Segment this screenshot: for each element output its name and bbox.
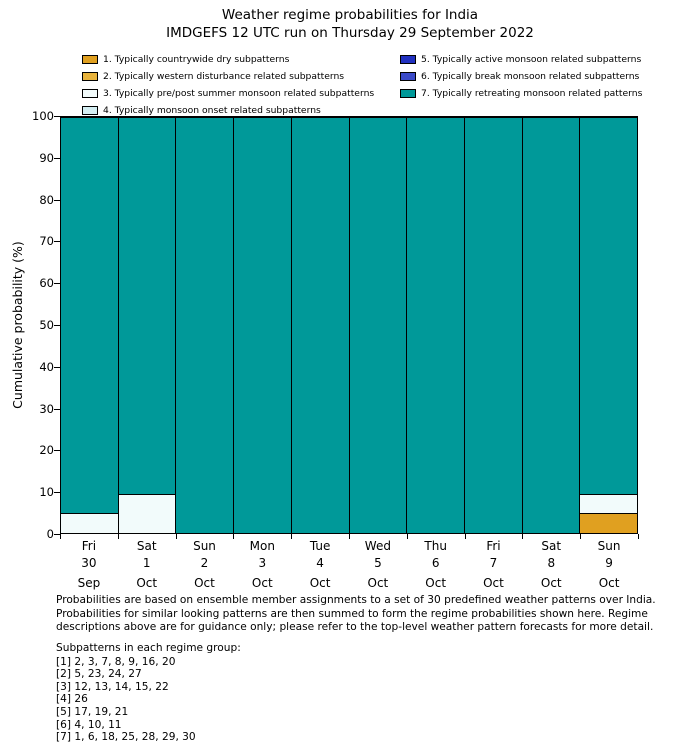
legend-item-label: 4. Typically monsoon onset related subpatterns (103, 104, 321, 116)
legend-item-label: 5. Typically active monsoon related subpatterns (421, 53, 642, 65)
bar-segment (523, 117, 580, 533)
subpattern-line: [1] 2, 3, 7, 8, 9, 16, 20 (56, 655, 176, 668)
legend-swatch-icon (82, 55, 98, 64)
note-line-1: Probabilities are based on ensemble member assignments to a set of 30 predefined weather patterns over India. (56, 594, 656, 606)
chart-title-block (0, 6, 700, 42)
subpattern-line: [6] 4, 10, 11 (56, 718, 122, 731)
legend-column-left (82, 52, 392, 120)
legend-item (82, 52, 392, 66)
legend-item (82, 69, 392, 83)
x-tick-label: Fri 7 Oct (483, 539, 504, 590)
bar-column (350, 117, 408, 533)
bar-segment (580, 494, 637, 514)
bar-segment (465, 117, 522, 533)
legend-column-right (400, 52, 700, 103)
legend-item-label: 7. Typically retreating monsoon related patterns (421, 87, 643, 99)
legend-item (400, 86, 700, 100)
subpattern-line: [4] 26 (56, 693, 88, 706)
legend-swatch-icon (400, 89, 416, 98)
y-tick-label: 60 (39, 276, 54, 291)
subpattern-line: [5] 17, 19, 21 (56, 705, 129, 718)
bar-segment (61, 513, 118, 533)
bar-segment (61, 117, 118, 513)
x-tick-label: Sun 9 Oct (597, 539, 621, 590)
x-tick-label: Fri 30 Sep (77, 539, 101, 590)
x-tick-label: Mon 3 Oct (249, 539, 275, 590)
legend-item-label: 1. Typically countrywide dry subpatterns (103, 53, 290, 65)
page-subtitle: IMDGEFS 12 UTC run on Thursday 29 September 2022 (166, 25, 534, 41)
bar-segment (119, 117, 176, 494)
x-tick-mark (638, 534, 639, 539)
y-tick-label: 40 (39, 359, 54, 374)
x-tick-label: Sat 1 Oct (136, 539, 158, 590)
bar-column (523, 117, 581, 533)
x-tick-label: Sat 8 Oct (540, 539, 562, 590)
bar-column (580, 117, 637, 533)
legend-swatch-icon (82, 72, 98, 81)
legend-swatch-icon (82, 89, 98, 98)
legend-item (400, 69, 700, 83)
subpattern-line: [7] 1, 6, 18, 25, 28, 29, 30 (56, 731, 196, 744)
x-tick-label: Wed 5 Oct (364, 539, 391, 590)
subpatterns-block (56, 642, 656, 744)
chart-legend (82, 52, 652, 116)
legend-item-label: 2. Typically western disturbance related subpatterns (103, 70, 345, 82)
y-tick-label: 80 (39, 192, 54, 207)
y-tick-label: 90 (39, 150, 54, 165)
x-tick-label: Tue 4 Oct (309, 539, 331, 590)
subpatterns-lines (56, 656, 656, 744)
bar-column (292, 117, 350, 533)
subpatterns-heading: Subpatterns in each regime group: (56, 642, 241, 654)
subpattern-line: [2] 5, 23, 24, 27 (56, 668, 142, 681)
y-axis-label: Cumulative probability (%) (10, 241, 25, 409)
bar-segment (580, 117, 637, 494)
bar-column (407, 117, 465, 533)
bar-segment (350, 117, 407, 533)
bar-column (234, 117, 292, 533)
bar-segment (234, 117, 291, 533)
x-axis-labels (60, 538, 638, 592)
y-tick-label: 100 (32, 109, 54, 123)
chart-notes (56, 594, 656, 635)
bar-column (465, 117, 523, 533)
chart-axes (60, 116, 638, 534)
note-line-2: Probabilities for similar looking patterns are then summed to form the regime probabilities shown here. Regime (56, 607, 648, 620)
note-line-3: descriptions above are for guidance only; please refer to the top-level weather pattern forecasts for more detail. (56, 621, 654, 633)
legend-swatch-icon (400, 72, 416, 81)
bar-segment (176, 117, 233, 533)
legend-item (82, 86, 392, 100)
bar-column (119, 117, 177, 533)
legend-item-label: 3. Typically pre/post summer monsoon related subpatterns (103, 87, 375, 99)
bar-segment (119, 494, 176, 533)
y-tick-label: 0 (46, 527, 54, 541)
subpattern-line: [3] 12, 13, 14, 15, 22 (56, 680, 169, 693)
bar-segment (407, 117, 464, 533)
legend-swatch-icon (82, 106, 98, 115)
legend-item (82, 103, 392, 117)
page-title: Weather regime probabilities for India (221, 7, 479, 23)
bar-column (176, 117, 234, 533)
plot-area (60, 116, 638, 534)
stacked-bars (61, 117, 637, 533)
y-tick-label: 10 (39, 485, 54, 500)
y-tick-label: 20 (39, 443, 54, 458)
bar-segment (580, 513, 637, 533)
bar-segment (292, 117, 349, 533)
legend-swatch-icon (400, 55, 416, 64)
y-tick-label: 50 (39, 318, 54, 332)
y-tick-label: 70 (39, 234, 54, 249)
y-tick-label: 30 (39, 401, 54, 416)
x-tick-label: Sun 2 Oct (193, 539, 216, 590)
bar-column (61, 117, 119, 533)
legend-item (400, 52, 700, 66)
legend-item-label: 6. Typically break monsoon related subpatterns (421, 70, 640, 82)
x-tick-label: Thu 6 Oct (424, 539, 447, 590)
